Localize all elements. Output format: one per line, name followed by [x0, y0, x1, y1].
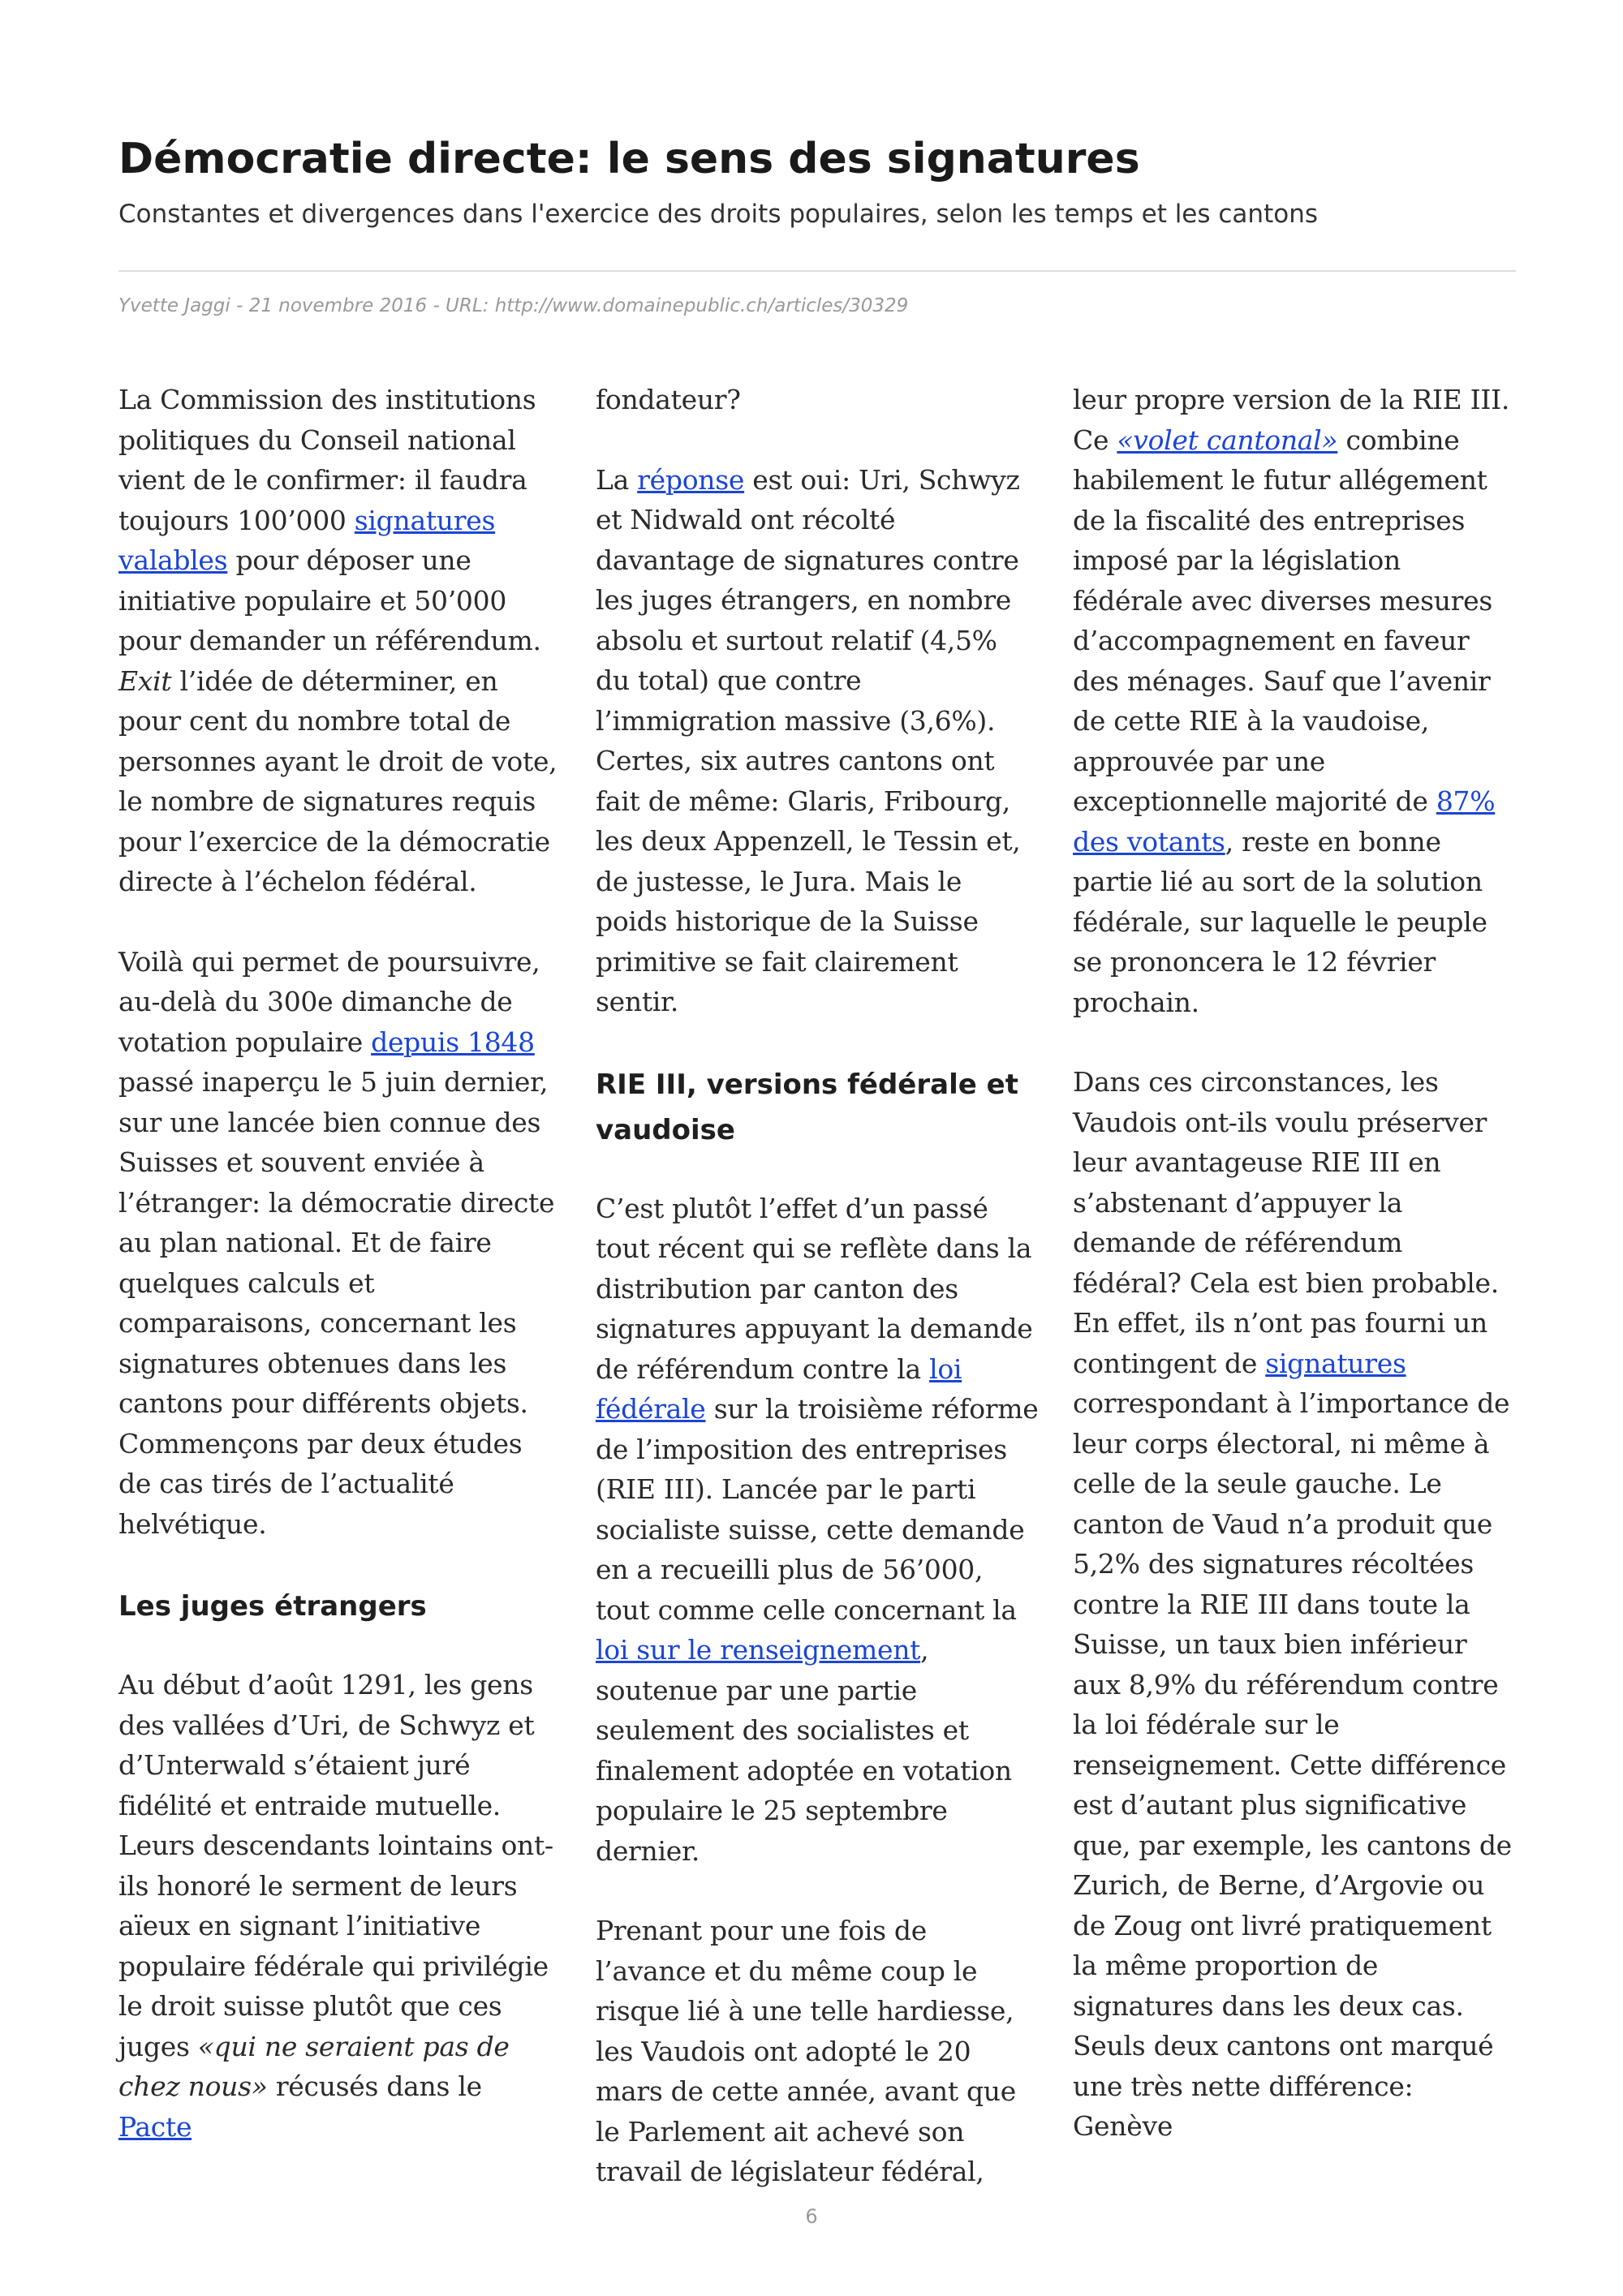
link-87-votants[interactable]: 87% des votants — [1073, 785, 1496, 858]
link-signatures[interactable]: signatures — [1265, 1347, 1406, 1379]
link-loi-renseignement[interactable]: loi sur le renseignement — [596, 1634, 921, 1666]
paragraph: La Commission des institutions politiques du Conseil national vient de le confirmer: il faudra toujours 100’000 signatures valables pour déposer une initiative populaire et 50’000 pour demander un référendum. Exit l’idée de déterminer, en pour cent du nombre total de personnes ayant le droit de vote, le nombre de signatures requis pour l’exercice de la démocratie directe à l’échelon fédéral. — [118, 384, 558, 897]
paragraph: Prenant pour une fois de l’avance et du même coup le risque lié à une telle hardiesse, les Vaudois ont adopté le 20 mars de cette année, avant que le Parlement ait achevé son travail de législateur fédéral, — [596, 1915, 1016, 2187]
section-heading-rie-iii: RIE III, versions fédérale et vaudoise — [596, 1068, 1018, 1146]
paragraph: Voilà qui permet de poursuivre, au-delà du 300e dimanche de votation populaire depuis 1848 passé inaperçu le 5 juin dernier, sur une lancée bien connue des Suisses et souvent enviée à l’étranger: la démocratie directe au plan national. Et de faire quelques calculs et comparaisons, concernant les signatures obtenues dans les cantons pour différents objets. Commençons par deux études de cas tirés de l’actualité helvétique. — [118, 945, 555, 1540]
link-loi-federale[interactable]: loi fédérale — [596, 1352, 962, 1425]
article-page — [118, 0, 1516, 2296]
column-2 — [596, 380, 1039, 2232]
link-reponse[interactable]: réponse — [637, 463, 745, 496]
paragraph: fondateur? — [596, 384, 741, 415]
paragraph: Au début d’août 1291, les gens des vallées d’Uri, de Schwyz et d’Unterwald s’étaient juré fidélité et entraide mutuelle. Leurs descendants lointains ont-ils honoré le serment de leurs aïeux en signant l’initiative populaire fédérale qui privilégie le droit suisse plutôt que ces juges «qui ne seraient pas de chez nous» récusés dans le Pacte — [118, 1669, 553, 2143]
article-byline: Yvette Jaggi - 21 novembre 2016 - URL: http://www.domainepublic.ch/articles/30329 — [118, 295, 909, 316]
column-1 — [118, 380, 562, 2186]
link-volet-cantonal[interactable]: «volet cantonal» — [1117, 424, 1338, 456]
section-heading-juges: Les juges étrangers — [118, 1590, 427, 1623]
column-3 — [1073, 380, 1516, 2186]
link-signatures-valables[interactable]: signatures valables — [118, 504, 496, 576]
link-pacte[interactable]: Pacte — [118, 2110, 192, 2143]
paragraph: La réponse est oui: Uri, Schwyz et Nidwald ont récolté davantage de signatures contre les juges étrangers, en nombre absolu et surtout relatif (4,5% du total) que contre l’immigration massive (3,6%). Certes, six autres cantons ont fait de même: Glaris, Fribourg, les deux Appenzell, le Tessin et, de justesse, le Jura. Mais le poids historique de la Suisse primitive se fait clairement sentir. — [596, 463, 1021, 1017]
link-depuis-1848[interactable]: depuis 1848 — [371, 1025, 535, 1058]
page-number: 6 — [805, 2205, 818, 2228]
paragraph: leur propre version de la RIE III. Ce «volet cantonal» combine habilement le futur allégement de la fiscalité des entreprises imposé par la législation fédérale avec diverses mesures d’accompagnement en faveur des ménages. Sauf que l’avenir de cette RIE à la vaudoise, approuvée par une exceptionnelle majorité de 87% des votants, reste en bonne partie lié au sort de la solution fédérale, sur laquelle le peuple se prononcera le 12 février prochain. — [1073, 384, 1510, 1018]
header-divider — [118, 270, 1516, 272]
paragraph: C’est plutôt l’effet d’un passé tout récent qui se reflète dans la distribution par canton des signatures appuyant la demande de référendum contre la loi fédérale sur la troisième réforme de l’imposition des entreprises (RIE III). Lancée par le parti socialiste suisse, cette demande en a recueilli plus de 56’000, tout comme celle concernant la loi sur le renseignement, soutenue par une partie seulement des socialistes et finalement adoptée en votation populaire le 25 septembre dernier. — [596, 1192, 1039, 1867]
paragraph: Dans ces circonstances, les Vaudois ont-ils voulu préserver leur avantageuse RIE III en s’abstenant d’appuyer la demande de référendum fédéral? Cela est bien probable. En effet, ils n’ont pas fourni un contingent de signatures correspondant à l’importance de leur corps électoral, ni même à celle de la seule gauche. Le canton de Vaud n’a produit que 5,2% des signatures récoltées contre la RIE III dans toute la Suisse, un taux bien inférieur aux 8,9% du référendum contre la loi fédérale sur le renseignement. Cette différence est d’autant plus significative que, par exemple, les cantons de Zurich, de Berne, d’Argovie ou de Zoug ont livré pratiquement la même proportion de signatures dans les deux cas. Seuls deux cantons ont marqué une très nette différence: Genève — [1073, 1066, 1512, 2142]
article-title: Démocratie directe: le sens des signatures — [118, 135, 1140, 183]
article-subtitle: Constantes et divergences dans l'exercice des droits populaires, selon les temps et les cantons — [118, 200, 1318, 229]
